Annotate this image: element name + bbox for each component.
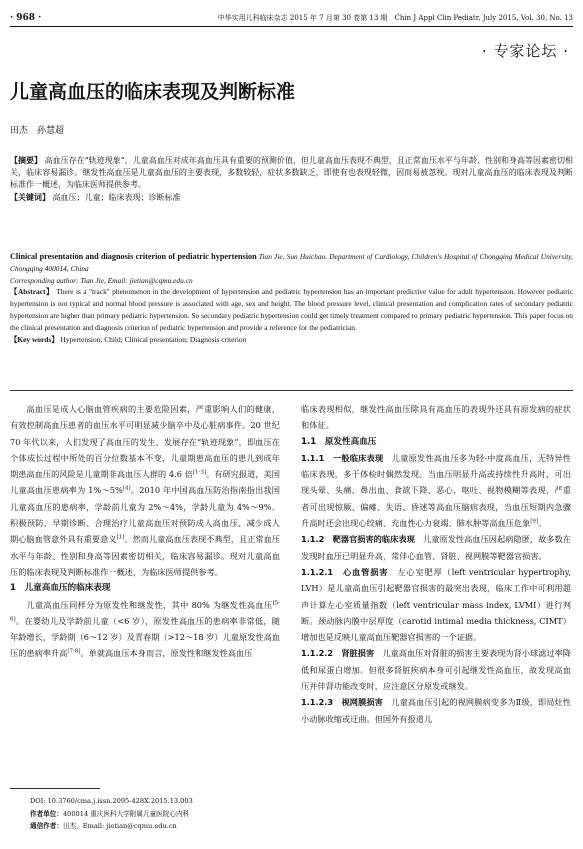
heading-1-1-2-1: 1.1.2.1 心血管损害 bbox=[301, 566, 389, 577]
heading-1-1: 1.1 原发性高血压 bbox=[301, 436, 377, 447]
section-1-paragraph: 儿童高血压同样分为原发性和继发性，其中 80% 为继发性高血压[5-6]。在婴幼儿及学龄前儿童（<6 岁），原发性高血压的患病率非常低，随年龄增长，学龄期（6～12 岁）及青春期（>12～18 岁）儿童原发性高血压的患病率升高[7-8]。单就高血压本身而言，原发性和继发性高血压 bbox=[10, 599, 280, 659]
english-title: Clinical presentation and diagnosis criterion of pediatric hypertension bbox=[10, 252, 257, 261]
keywords-text: 高血压；儿童；临床表现；诊断标准 bbox=[52, 193, 181, 202]
english-authors: Tian Jie, Sun Huichao. Department of Cardiology, Children's Hospital of Chongqing Medical University, Chongqing 400014, China bbox=[10, 252, 573, 273]
paragraph-1-1-2-1: 1.1.2.1 心血管损害 左心室肥厚（left ventricular hypertrophy, LVH）是儿童高血压引起靶器官损害的最突出表现，临床工作中可利用超声计算左心室质量指数（left ventricular mass index, LVMI）进行判断。颈动脉内膜中层厚度（carotid intimal media thickness, CIMT）增加也是反映儿童高血压靶器官损害的一个证据。 bbox=[301, 566, 571, 643]
paragraph-1-1-2-2: 1.1.2.2 肾脏损害 儿童高血压对肾脏的损害主要表现为肾小球滤过率降低和尿蛋白增加。但很多肾脏疾病本身可引起继发性高血压，故发现高血压并伴肾功能改变时，应注意区分原发或继发。 bbox=[301, 648, 571, 692]
continued-paragraph: 临床表现相似，继发性高血压除具有高血压的表现外还具有原发病的症状和体征。 bbox=[301, 404, 571, 431]
body-column-left bbox=[10, 401, 280, 662]
footnotes bbox=[30, 795, 193, 833]
citation: [4] bbox=[122, 485, 131, 492]
heading-1-1-2-2: 1.1.2.2 肾脏损害 bbox=[301, 648, 375, 659]
heading-1-1-2-3: 1.1.2.3 视网膜损害 bbox=[301, 697, 383, 708]
keywords-label: 【关键词】 bbox=[10, 192, 50, 202]
page-number: · 968 · bbox=[10, 13, 42, 23]
article-title: 儿童高血压的临床表现及判断标准 bbox=[10, 81, 296, 103]
affiliation: 作者单位：400014 重庆医科大学附属儿童医院心内科 bbox=[30, 809, 190, 818]
english-keywords: Hypertension; Child; Clinical presentation; Diagnosis criterion bbox=[60, 334, 247, 344]
english-abstract-text: There is a "track" phenomenon in the development of hypertension and pediatric hypertension has an important predictive value for adult hypertension. However pediatric hypertension is not typical and normal blood pressure is associated with age, sex and height. The blood pressure level, clinical presentation and complication rates of secondary pediatric hypertension are higher than primary pediatric hypertension. So secondary pediatric hypertension could get timely treatment compared to primary pediatric hypertension. This paper focus on the clinical presentation and diagnosis criterion of pediatric hypertension and provide a reference for the pediatrician. bbox=[10, 287, 573, 332]
abstract-en bbox=[10, 251, 573, 345]
paragraph-1-1-2-3: 1.1.2.3 视网膜损害 儿童高血压引起的视网膜病变多为Ⅱ级，即局灶性小动脉收缩或迂曲。但国外有报道儿 bbox=[301, 697, 571, 724]
english-corresponding: Corresponding author: Tian Jie, Email: jietian@cqmu.edu.cn bbox=[10, 275, 193, 285]
abstract-text: 高血压存在“轨迹现象”，儿童高血压对成年高血压具有重要的预测价值，但儿童高血压表现不典型，且正常血压水平与年龄、性别和身高等因素密切相关，临床容易漏诊。继发性高血压是儿童高血压的主要表现，多数较轻，症状多数缺乏，即使有也表现轻微，因而易被忽视。现对儿童高血压的临床表现及判断标准作一概述，为临床医师提供参考。 bbox=[10, 156, 573, 189]
citation: [1-3] bbox=[192, 469, 206, 476]
heading-1-1-1: 1.1.1 一般临床表现 bbox=[301, 452, 384, 463]
journal-info: 中华实用儿科临床杂志 2015 年 7 月第 30 卷第 13 期 Chin J Appl Clin Pediatr, July 2015, Vol. 30, No. 13 bbox=[217, 14, 573, 22]
corresponding-author: 通信作者：田杰，Email: jietian@cqmu.edu.cn bbox=[30, 822, 177, 830]
body-column-right bbox=[301, 401, 571, 727]
paragraph-1-1-2: 1.1.2 靶器官损害的临床表现 儿童原发性高血压因起病隐匿，故多数在发现时血压已明显升高，常伴心血管、肾脏、视网膜等靶器官损害。 bbox=[301, 534, 571, 561]
paragraph-1-1-1: 1.1.1 一般临床表现 儿童原发性高血压多为轻-中度高血压，无特异性临床表现，多于体检时偶然发现。当血压明显升高或持续性升高时，可出现头晕、头痛、鼻出血、食欲下降、恶心、呕吐、视物模糊等表现，严重者可出现惊厥、偏瘫、失语、昏迷等高血压脑病表现，当血压短期内急骤升高时还会出现心绞痛、充血性心力衰竭、肺水肿等高血压危象[9]。 bbox=[301, 452, 571, 529]
header-rule bbox=[10, 26, 573, 27]
citation: [1] bbox=[116, 534, 125, 541]
citation: [7-8] bbox=[67, 648, 81, 655]
running-header bbox=[10, 8, 573, 26]
section-heading-1: 1 儿童高血压的临床表现 bbox=[10, 583, 111, 594]
abstract-cn bbox=[10, 154, 573, 204]
column-tag: · 专家论坛 · bbox=[481, 42, 569, 60]
intro-paragraph: 高血压是成人心脑血管疾病的主要危险因素，严重影响人们的健康，有效控制高血压患者的血压水平可明显减少脑卒中及心脏病事件。20 世纪 70 年代以来，人们发现了高血压的发生、发展存在“轨迹现象”，即血压在个体成长过程中所处的百分位数基本不变，儿童期患高血压的患儿到成年期患高血压的风险是儿童期非高血压人群的 4.6 倍[1-3]。有研究报道，美国儿童高血压患病率为 1%～5%[4]。2010 年中国高血压防治指南指出我国儿童高血压的患病率，学龄前儿童为 2%～4%，学龄儿童为 4%～9%。积极预防、早期诊断、合理治疗儿童高血压对预防成人高血压、减少成人期心脑血管意外具有重要意义[1]。然而儿童高血压表现不典型，且正常血压水平与年龄、性别和身高等因素密切相关，临床容易漏诊。现对儿童高血压的临床表现及判断标准作一概述，为临床医师提供参考。 bbox=[10, 404, 280, 577]
citation: [5-6] bbox=[10, 599, 280, 623]
citation: [9] bbox=[530, 518, 539, 525]
doi: DOI: 10.3760/cma.j.issn.2095-428X.2015.13.003 bbox=[30, 797, 193, 805]
author-list: 田杰 孙慧超 bbox=[10, 126, 65, 136]
footnote-rule bbox=[10, 788, 100, 789]
english-abstract-label: 【Abstract】 bbox=[10, 287, 54, 297]
heading-1-1-2: 1.1.2 靶器官损害的临床表现 bbox=[301, 534, 415, 545]
english-keywords-label: 【Key words】 bbox=[10, 334, 59, 344]
abstract-label: 【摘要】 bbox=[10, 155, 43, 165]
section-rule bbox=[10, 390, 573, 391]
